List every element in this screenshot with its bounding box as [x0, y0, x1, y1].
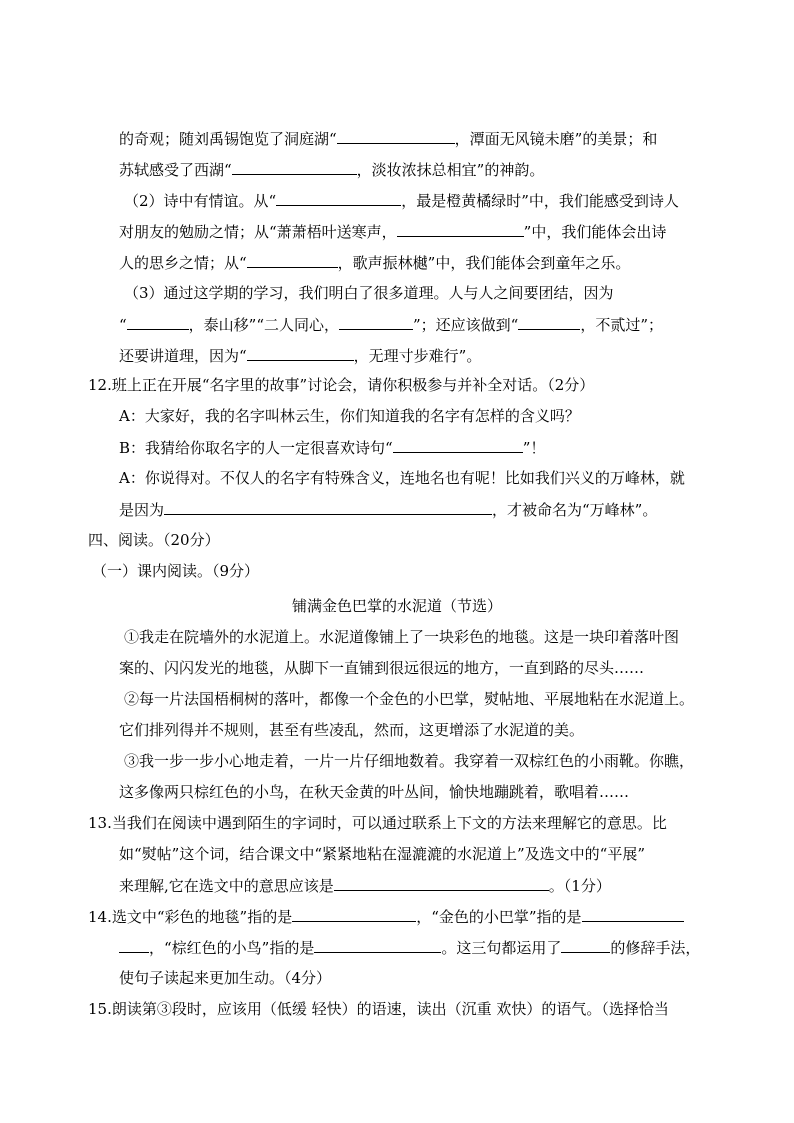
text-line: [119, 968, 331, 988]
text-segment: 。（1分）: [548, 877, 611, 895]
text-segment: 。这三句都运用了: [441, 939, 562, 957]
answer-blank[interactable]: [337, 128, 455, 144]
text-line: [88, 813, 667, 833]
answer-blank[interactable]: [276, 190, 401, 206]
text-line: [119, 468, 685, 488]
text-segment: ②每一片法国梧桐树的落叶，都像一个金色的小巴掌，熨帖地、平展地粘在水泥道上。: [124, 690, 695, 708]
text-line: [88, 375, 594, 395]
text-line: [119, 221, 666, 242]
answer-blank[interactable]: [393, 437, 523, 453]
answer-blank[interactable]: [518, 314, 580, 330]
text-segment: ③我一步一步小心地走着，一片一片仔细地数着。我穿着一双棕红色的小雨靴。你瞧，: [124, 752, 695, 770]
text-line: [119, 844, 645, 864]
text-segment: 案的、闪闪发光的地毯，从脚下一直铺到很远很远的地方，一直到路的尽头……: [119, 659, 645, 677]
text-line: [124, 689, 694, 709]
text-line: [124, 627, 679, 647]
text-line: [119, 437, 545, 458]
text-line: [88, 530, 220, 550]
text-segment: ，才被命名为“万峰林”。: [492, 501, 658, 519]
text-segment: ，歌声振林樾”中，我们能体会到童年之乐。: [337, 254, 631, 272]
text-segment: 使句子读起来更加生动。（4分）: [119, 969, 332, 987]
text-segment: 13.当我们在阅读中遇到陌生的字词时，可以通过联系上下文的方法来理解它的意思。比: [88, 814, 667, 832]
text-line: [119, 658, 644, 678]
text-line: [119, 159, 544, 180]
text-segment: ，潭面无风镜未磨”的美景；和: [454, 130, 658, 148]
text-segment: （一）课内阅读。（9分）: [92, 562, 260, 580]
text-segment: ”；还应该做到“: [413, 316, 519, 334]
text-segment: ”中，我们能体会出诗: [523, 223, 667, 241]
text-segment: ，淡妆浓抹总相宜”的神韵。: [356, 161, 545, 179]
text-line: [124, 283, 614, 303]
answer-blank[interactable]: [292, 906, 416, 922]
text-segment: “: [119, 316, 127, 334]
text-line: [124, 751, 694, 771]
text-segment: 这多像两只棕红色的小鸟，在秋天金黄的叶丛间，愉快地蹦跳着，歌唱着……: [119, 783, 630, 801]
text-line: [119, 782, 629, 802]
text-segment: 来理解,它在选文中的意思应该是: [119, 877, 334, 895]
text-line: [119, 937, 700, 958]
passage-title: 铺满金色巴掌的水泥道（节选）: [291, 597, 502, 615]
text-segment: ①我走在院墙外的水泥道上。水泥道像铺上了一块彩色的地毯。这是一块印着落叶图: [124, 628, 680, 646]
text-line: [92, 561, 259, 581]
text-line: [124, 190, 679, 211]
answer-blank[interactable]: [232, 159, 357, 175]
answer-blank[interactable]: [397, 221, 524, 237]
text-segment: ，泰山移”“二人同心，: [188, 316, 340, 334]
text-segment: （2）诗中有情谊。从“: [124, 192, 277, 210]
text-line: [119, 314, 663, 335]
text-segment: ，无理寸步难行”。: [353, 347, 482, 365]
text-segment: 还要讲道理，因为“: [119, 347, 247, 365]
text-line: [119, 406, 580, 426]
text-segment: 12.班上正在开展“名字里的故事”讨论会，请你积极参与并补全对话。（2分）: [88, 376, 595, 394]
text-segment: 是因为: [119, 501, 165, 519]
answer-blank[interactable]: [247, 252, 338, 268]
answer-blank[interactable]: [334, 875, 549, 891]
answer-blank[interactable]: [582, 906, 684, 922]
text-segment: ，“棕红色的小鸟”指的是: [149, 939, 315, 957]
text-segment: 如“熨帖”这个词，结合课文中“紧紧地粘在湿漉漉的水泥道上”及选文中的“平展”: [119, 845, 646, 863]
text-segment: A：你说得对。不仅人的名字有特殊含义，连地名也有呢！比如我们兴义的万峰林，就: [119, 469, 685, 487]
text-line: [119, 252, 630, 273]
text-segment: ，不贰过”；: [580, 316, 664, 334]
text-line: [119, 720, 584, 740]
text-line: [88, 906, 684, 927]
text-line: [119, 499, 657, 520]
text-segment: 人的思乡之情；从“: [119, 254, 247, 272]
text-line: [119, 345, 481, 366]
answer-blank[interactable]: [247, 345, 354, 361]
text-segment: ，“金色的小巴掌”指的是: [416, 908, 582, 926]
text-segment: 14.选文中“彩色的地毯”指的是: [88, 908, 293, 926]
text-segment: A：大家好，我的名字叫林云生，你们知道我的名字有怎样的含义吗？: [119, 407, 580, 425]
text-segment: 的奇观；随刘禹锡饱览了洞庭湖“: [119, 130, 337, 148]
text-segment: 对朋友的勉励之情；从“萧萧梧叶送寒声，: [119, 223, 397, 241]
text-segment: （3）通过这学期的学习，我们明白了很多道理。人与人之间要团结，因为: [124, 284, 614, 302]
text-segment: 15.朗读第③段时，应该用（低缓 轻快）的语速，读出（沉重 欢快）的语气。（选择恰当: [88, 1000, 669, 1018]
text-segment: 四、阅读。（20分）: [88, 531, 220, 549]
answer-blank[interactable]: [314, 937, 441, 953]
answer-blank[interactable]: [339, 314, 413, 330]
text-segment: ，最是橙黄橘绿时”中，我们能感受到诗人: [401, 192, 679, 210]
text-line: [88, 999, 669, 1019]
text-segment: 苏轼感受了西湖“: [119, 161, 232, 179]
text-segment: ”！: [522, 439, 546, 457]
answer-blank[interactable]: [127, 314, 189, 330]
text-line: [119, 128, 657, 149]
answer-blank[interactable]: [164, 499, 492, 515]
text-segment: B：我猜给你取名字的人一定很喜欢诗句“: [119, 439, 393, 457]
answer-blank[interactable]: [119, 937, 149, 953]
text-segment: 它们排列得并不规则，甚至有些凌乱，然而，这更增添了水泥道的美。: [119, 721, 585, 739]
text-line: [119, 875, 611, 896]
text-segment: 的修辞手法，: [610, 939, 701, 957]
answer-blank[interactable]: [561, 937, 610, 953]
